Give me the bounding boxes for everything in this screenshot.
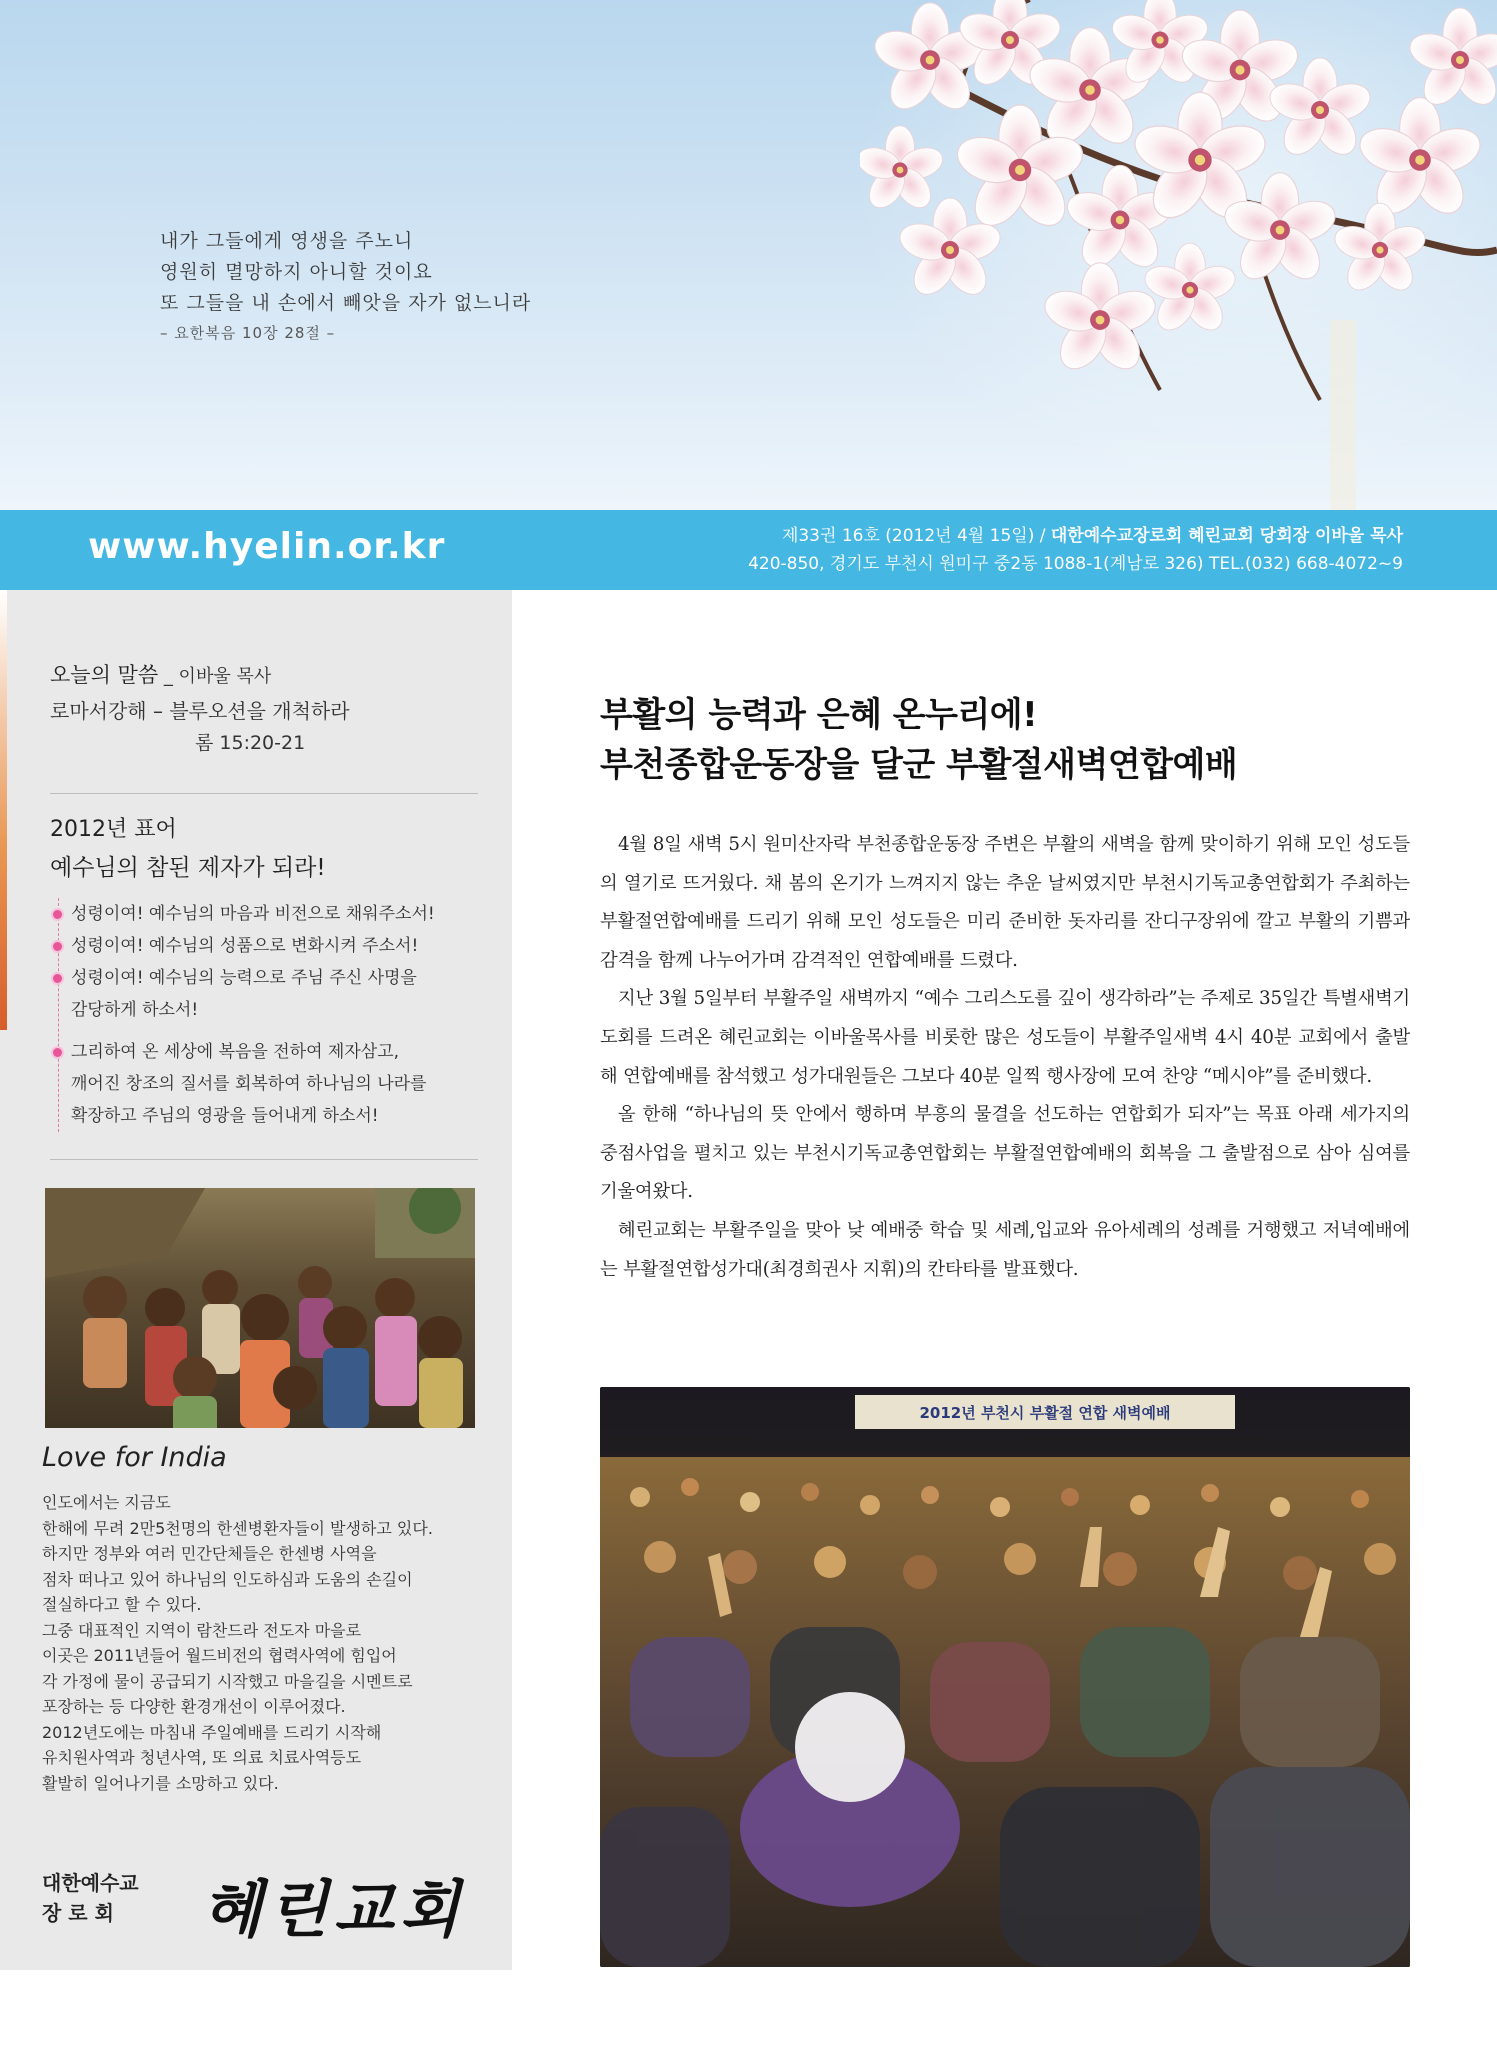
denomination-line: 장 로 회	[42, 1901, 114, 1925]
india-text-line: 활발히 일어나기를 소망하고 있다.	[42, 1773, 279, 1793]
denomination	[42, 1868, 139, 1928]
prayer-text: 성령이여! 예수님의 마음과 비전으로 채워주소서!	[71, 904, 435, 924]
article-body	[600, 826, 1410, 1289]
article-paragraph: 혜린교회는 부활주일을 맞아 낮 예배중 학습 및 세례,입교와 유아세례의 성례를 거행했고 저녁예배에는 부활절연합성가대(최경희권사 지휘)의 칸타타를 발표했다.	[600, 1219, 1410, 1280]
church-name-calligraphy: 혜린교회	[202, 1873, 466, 1946]
headline-line: 부천종합운동장을 달군 부활절새벽연합예배	[600, 745, 1238, 785]
sermon-author: _ 이바울 목사	[158, 666, 272, 687]
bullet-icon	[53, 974, 62, 983]
bullet-icon	[53, 942, 62, 951]
denomination-line: 대한예수교	[42, 1871, 139, 1895]
yearly-motto	[50, 812, 480, 1132]
church-pastor: 대한예수교장로회 혜린교회 당회장 이바울 목사	[1050, 526, 1403, 546]
crowd-photo-illustration	[600, 1387, 1410, 1967]
article-paragraph: 4월 8일 새벽 5시 원미산자락 부천종합운동장 주변은 부활의 새벽을 함께 맞이하기 위해 모인 성도들의 열기로 뜨거웠다. 채 봄의 온기가 느껴지지 않는 추운 날씨였지만 부천시기독교총연합회가 주최하는 부활절연합예배를 드리기 위해 모인 성도들은 미리 준비한 돗자리를 잔디구장위에 깔고 부활의 기쁨과 감격을 함께 나누어가며 감격적인 연합예배를 드렸다.	[600, 834, 1410, 971]
prayer-item	[59, 962, 480, 994]
sermon-heading	[50, 658, 480, 694]
sermon-title: 로마서강해 – 블루오션을 개척하라	[50, 699, 350, 723]
issue-number: 제33권 16호 (2012년 4월 15일) /	[781, 526, 1051, 546]
sidebar	[0, 590, 512, 1970]
india-text-line: 하지만 정부와 여러 민간단체들은 한센병 사역을	[42, 1544, 377, 1563]
prayer-item	[59, 898, 480, 930]
india-text-line: 이곳은 2011년들어 월드비전의 협력사역에 힘입어	[42, 1646, 397, 1665]
article-headline	[600, 690, 1410, 790]
issue-info	[748, 522, 1403, 578]
india-text-line: 절실하다고 할 수 있다.	[42, 1595, 202, 1614]
prayer-list	[58, 898, 480, 1132]
india-text-line: 포장하는 등 다양한 환경개선이 이루어졌다.	[42, 1697, 346, 1716]
prayer-text: 깨어진 창조의 질서를 회복하여 하나님의 나라를	[71, 1074, 427, 1094]
article-paragraph: 지난 3월 5일부터 부활주일 새벽까지 “예수 그리스도를 깊이 생각하라”는 주제로 35일간 특별새벽기도회를 드려온 혜린교회는 이바울목사를 비롯한 많은 성도들이 부활주일새벽 4시 40분 교회에서 출발해 연합예배를 참석했고 성가대원들은 그보다 40분 일찍 행사장에 모여 찬양 “메시야”를 준비했다.	[600, 988, 1410, 1087]
prayer-item	[59, 1036, 480, 1068]
india-children-photo	[45, 1188, 475, 1428]
easter-service-photo	[600, 1387, 1410, 1967]
bible-verse	[160, 226, 680, 347]
prayer-item-continued	[59, 1100, 480, 1132]
prayer-text: 확장하고 주님의 영광을 들어내게 하소서!	[71, 1106, 379, 1126]
india-text-line: 한해에 무려 2만5천명의 한센병환자들이 발생하고 있다.	[42, 1518, 433, 1538]
prayer-text: 감당하게 하소서!	[71, 1000, 199, 1020]
prayer-text: 성령이여! 예수님의 능력으로 주님 주신 사명을	[71, 968, 417, 988]
masthead-bar	[0, 510, 1497, 590]
prayer-text: 성령이여! 예수님의 성품으로 변화시켜 주소서!	[71, 936, 419, 956]
prayer-item-continued	[59, 994, 480, 1026]
church-address: 420-850, 경기도 부천시 원미구 중2동 1088-1(계남로 326) TEL.(032) 668-4072~9	[748, 554, 1403, 574]
bullet-icon	[53, 1048, 62, 1057]
children-photo-illustration	[45, 1188, 475, 1428]
india-text-line: 2012년도에는 마침내 주일예배를 드리기 시작해	[42, 1722, 382, 1742]
verse-line: 영원히 멸망하지 아니할 것이요	[160, 261, 433, 283]
verse-line: 내가 그들에게 영생을 주노니	[160, 230, 414, 252]
headline-line: 부활의 능력과 은혜 온누리에!	[600, 695, 1038, 735]
india-text-line: 각 가정에 물이 공급되기 시작했고 마을길을 시멘트로	[42, 1671, 413, 1691]
article-paragraph: 올 한해 “하나님의 뜻 안에서 행하며 부흥의 물결을 선도하는 연합회가 되자”는 목표 아래 세가지의 중점사업을 펼치고 있는 부천시기독교총연합회는 부활절연합예배의 회복을 그 출발점으로 삼아 심여를 기울여왔다.	[600, 1104, 1410, 1203]
sidebar-divider	[50, 793, 478, 794]
motto-year: 2012년 표어	[50, 817, 177, 842]
bullet-icon	[53, 910, 62, 919]
issue-line	[748, 522, 1403, 550]
india-section-body	[42, 1490, 492, 1796]
verse-reference: – 요한복음 10장 28절 –	[160, 324, 336, 342]
main-article	[600, 690, 1410, 1289]
india-text-line: 점차 떠나고 있어 하나님의 인도하심과 도움의 손길이	[42, 1569, 413, 1589]
sidebar-divider	[50, 1159, 478, 1160]
india-text-line: 인도에서는 지금도	[42, 1493, 171, 1512]
sermon-reference: 롬 15:20-21	[195, 732, 306, 754]
verse-line: 또 그들을 내 손에서 빼앗을 자가 없느니라	[160, 292, 532, 314]
website-link[interactable]: www.hyelin.or.kr	[88, 526, 446, 567]
sidebar-accent-stripe	[0, 590, 7, 1030]
india-text-line: 그중 대표적인 지역이 람찬드라 전도자 마을로	[42, 1620, 362, 1640]
motto-title: 예수님의 참된 제자가 되라!	[50, 855, 326, 881]
india-section-title: Love for India	[42, 1442, 227, 1473]
hero-banner	[0, 0, 1497, 510]
todays-sermon	[50, 658, 480, 758]
prayer-text: 그리하여 온 세상에 복음을 전하여 제자삼고,	[71, 1042, 400, 1062]
cherry-blossom-illustration	[860, 0, 1497, 510]
prayer-item	[59, 930, 480, 962]
photo-banner-text: 2012년 부천시 부활절 연합 새벽예배	[919, 1404, 1171, 1422]
sermon-heading-label: 오늘의 말씀	[50, 663, 159, 687]
prayer-item-continued	[59, 1068, 480, 1100]
india-text-line: 유치원사역과 청년사역, 또 의료 치료사역등도	[42, 1748, 362, 1767]
church-logo	[42, 1860, 492, 1946]
